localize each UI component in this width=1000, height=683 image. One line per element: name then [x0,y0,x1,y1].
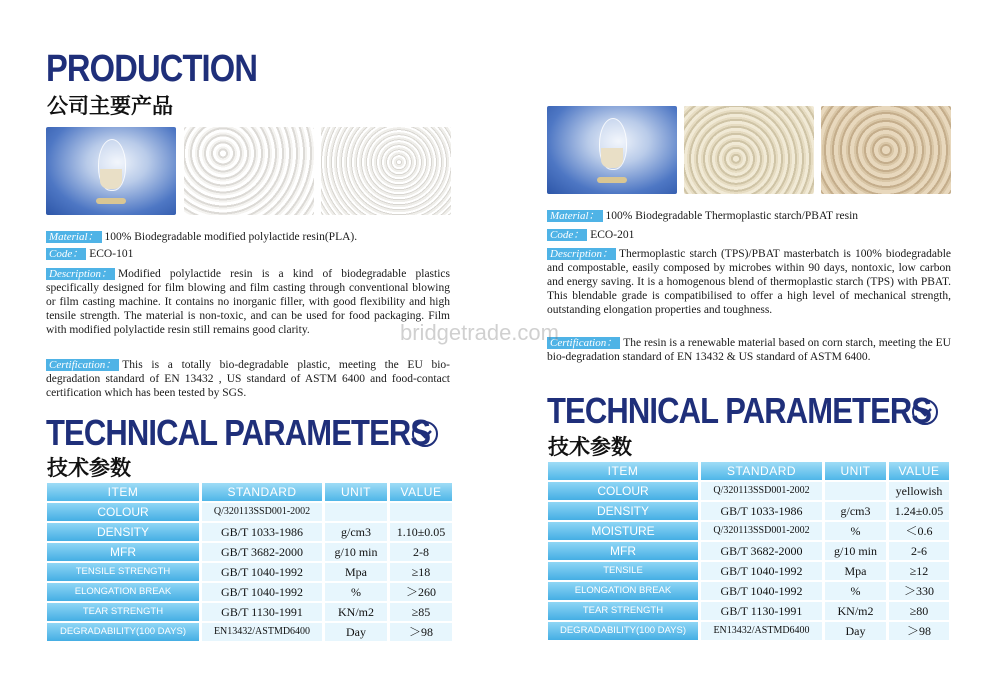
params-title: TECHNICAL PARAMETERS [547,390,932,431]
header-unit: UNIT [825,462,886,480]
table-row: COLOUR Q/320113SSD001-2002 [47,503,452,521]
params-subtitle-cn: 技术参数 [47,456,131,480]
code-tag: Code： [547,229,587,241]
description-paragraph: Description： Thermoplastic starch (TPS)/PBAT masterbatch is 100% biodegradable and compostable, easily composed by microbes within 90 days, nontoxic, low carbon and energy saving. It is a homogenous blend of thermoplastic starch (TPS) with PBAT. This blendable grade is compatibilised to offer a high level of mechanical strength, outstanding elongation properties and toughness. [547,248,951,316]
certification-paragraph: Certification： This is a totally bio-degradable plastic, meeting the EU bio-degradation standard of EN 13432 , US standard of ASTM 6400 and food-contact certification which has been tested by SGS. [46,359,450,399]
code-line: Code： ECO-201 [547,228,951,242]
header-item: ITEM [47,483,199,501]
product-photo-fine-pellets [321,127,451,215]
parameters-table [545,460,952,642]
table-row: COLOUR Q/320113SSD001-2002 yellowish [548,482,949,500]
chevron-down-circle-icon [412,421,438,447]
certification-tag: Certification： [547,337,620,349]
material-line: Material： 100% Biodegradable modified polylactide resin(PLA). [46,230,450,244]
table-row: ELONGATION BREAK GB/T 1040-1992 % ＞330 [548,582,949,600]
code-line: Code： ECO-101 [46,247,450,261]
code-tag: Code： [46,248,86,260]
parameters-table [44,481,455,643]
page-subtitle-cn: 公司主要产品 [47,94,173,118]
page-title: PRODUCTION [46,48,258,90]
material-tag: Material： [46,231,102,243]
header-value: VALUE [390,483,452,501]
product-photo-starch-pellets [684,106,814,194]
chevron-down-circle-icon [912,399,938,425]
table-row: TEAR STRENGTH GB/T 1130-1991 KN/m2 ≥85 [47,603,452,621]
header-item: ITEM [548,462,698,480]
watermark: bridgetrade.com [400,320,559,345]
header-value: VALUE [889,462,949,480]
product-photo-pellets [184,127,314,215]
table-row: DENSITY GB/T 1033-1986 g/cm3 1.24±0.05 [548,502,949,520]
table-row: MOISTURE Q/320113SSD001-2002 % ＜0.6 [548,522,949,540]
header-standard: STANDARD [701,462,822,480]
params-title: TECHNICAL PARAMETERS [46,412,431,453]
table-row: TENSILE STRENGTH GB/T 1040-1992 Mpa ≥18 [47,563,452,581]
header-unit: UNIT [325,483,387,501]
product-photo-pbat-pellets [821,106,951,194]
certification-paragraph: Certification： The resin is a renewable material based on corn starch, meeting the EU bio-degradation standard of EN 13432 & US standard of ASTM 6400. [547,337,951,363]
table-header-row [548,462,949,480]
table-row: TENSILE GB/T 1040-1992 Mpa ≥12 [548,562,949,580]
table-header-row [47,483,452,501]
material-line: Material： 100% Biodegradable Thermoplastic starch/PBAT resin [547,209,951,223]
table-row: TEAR STRENGTH GB/T 1130-1991 KN/m2 ≥80 [548,602,949,620]
table-row: DEGRADABILITY(100 DAYS) EN13432/ASTMD6400 Day ＞98 [548,622,949,640]
product-photo-flask [46,127,176,215]
product-photo-flask [547,106,677,194]
params-subtitle-cn: 技术参数 [548,435,632,459]
description-tag: Description： [547,248,616,260]
table-row: MFR GB/T 3682-2000 g/10 min 2-6 [548,542,949,560]
header-standard: STANDARD [202,483,322,501]
description-paragraph: Description： Modified polylactide resin is a kind of biodegradable plastics specifically designed for film blowing and film casting through conventional blowing or film casting machine. It contains no inorganic filler, with good flexibility and high tensile strength. The material is non-toxic, and can be used for food packaging. Film with modified polylactide resin still remains good clarity. [46,268,450,336]
table-row: MFR GB/T 3682-2000 g/10 min 2-8 [47,543,452,561]
table-row: DEGRADABILITY(100 DAYS) EN13432/ASTMD6400 Day ＞98 [47,623,452,641]
material-tag: Material： [547,210,603,222]
description-tag: Description： [46,268,115,280]
certification-tag: Certification： [46,359,119,371]
table-row: DENSITY GB/T 1033-1986 g/cm3 1.10±0.05 [47,523,452,541]
table-row: ELONGATION BREAK GB/T 1040-1992 % ＞260 [47,583,452,601]
